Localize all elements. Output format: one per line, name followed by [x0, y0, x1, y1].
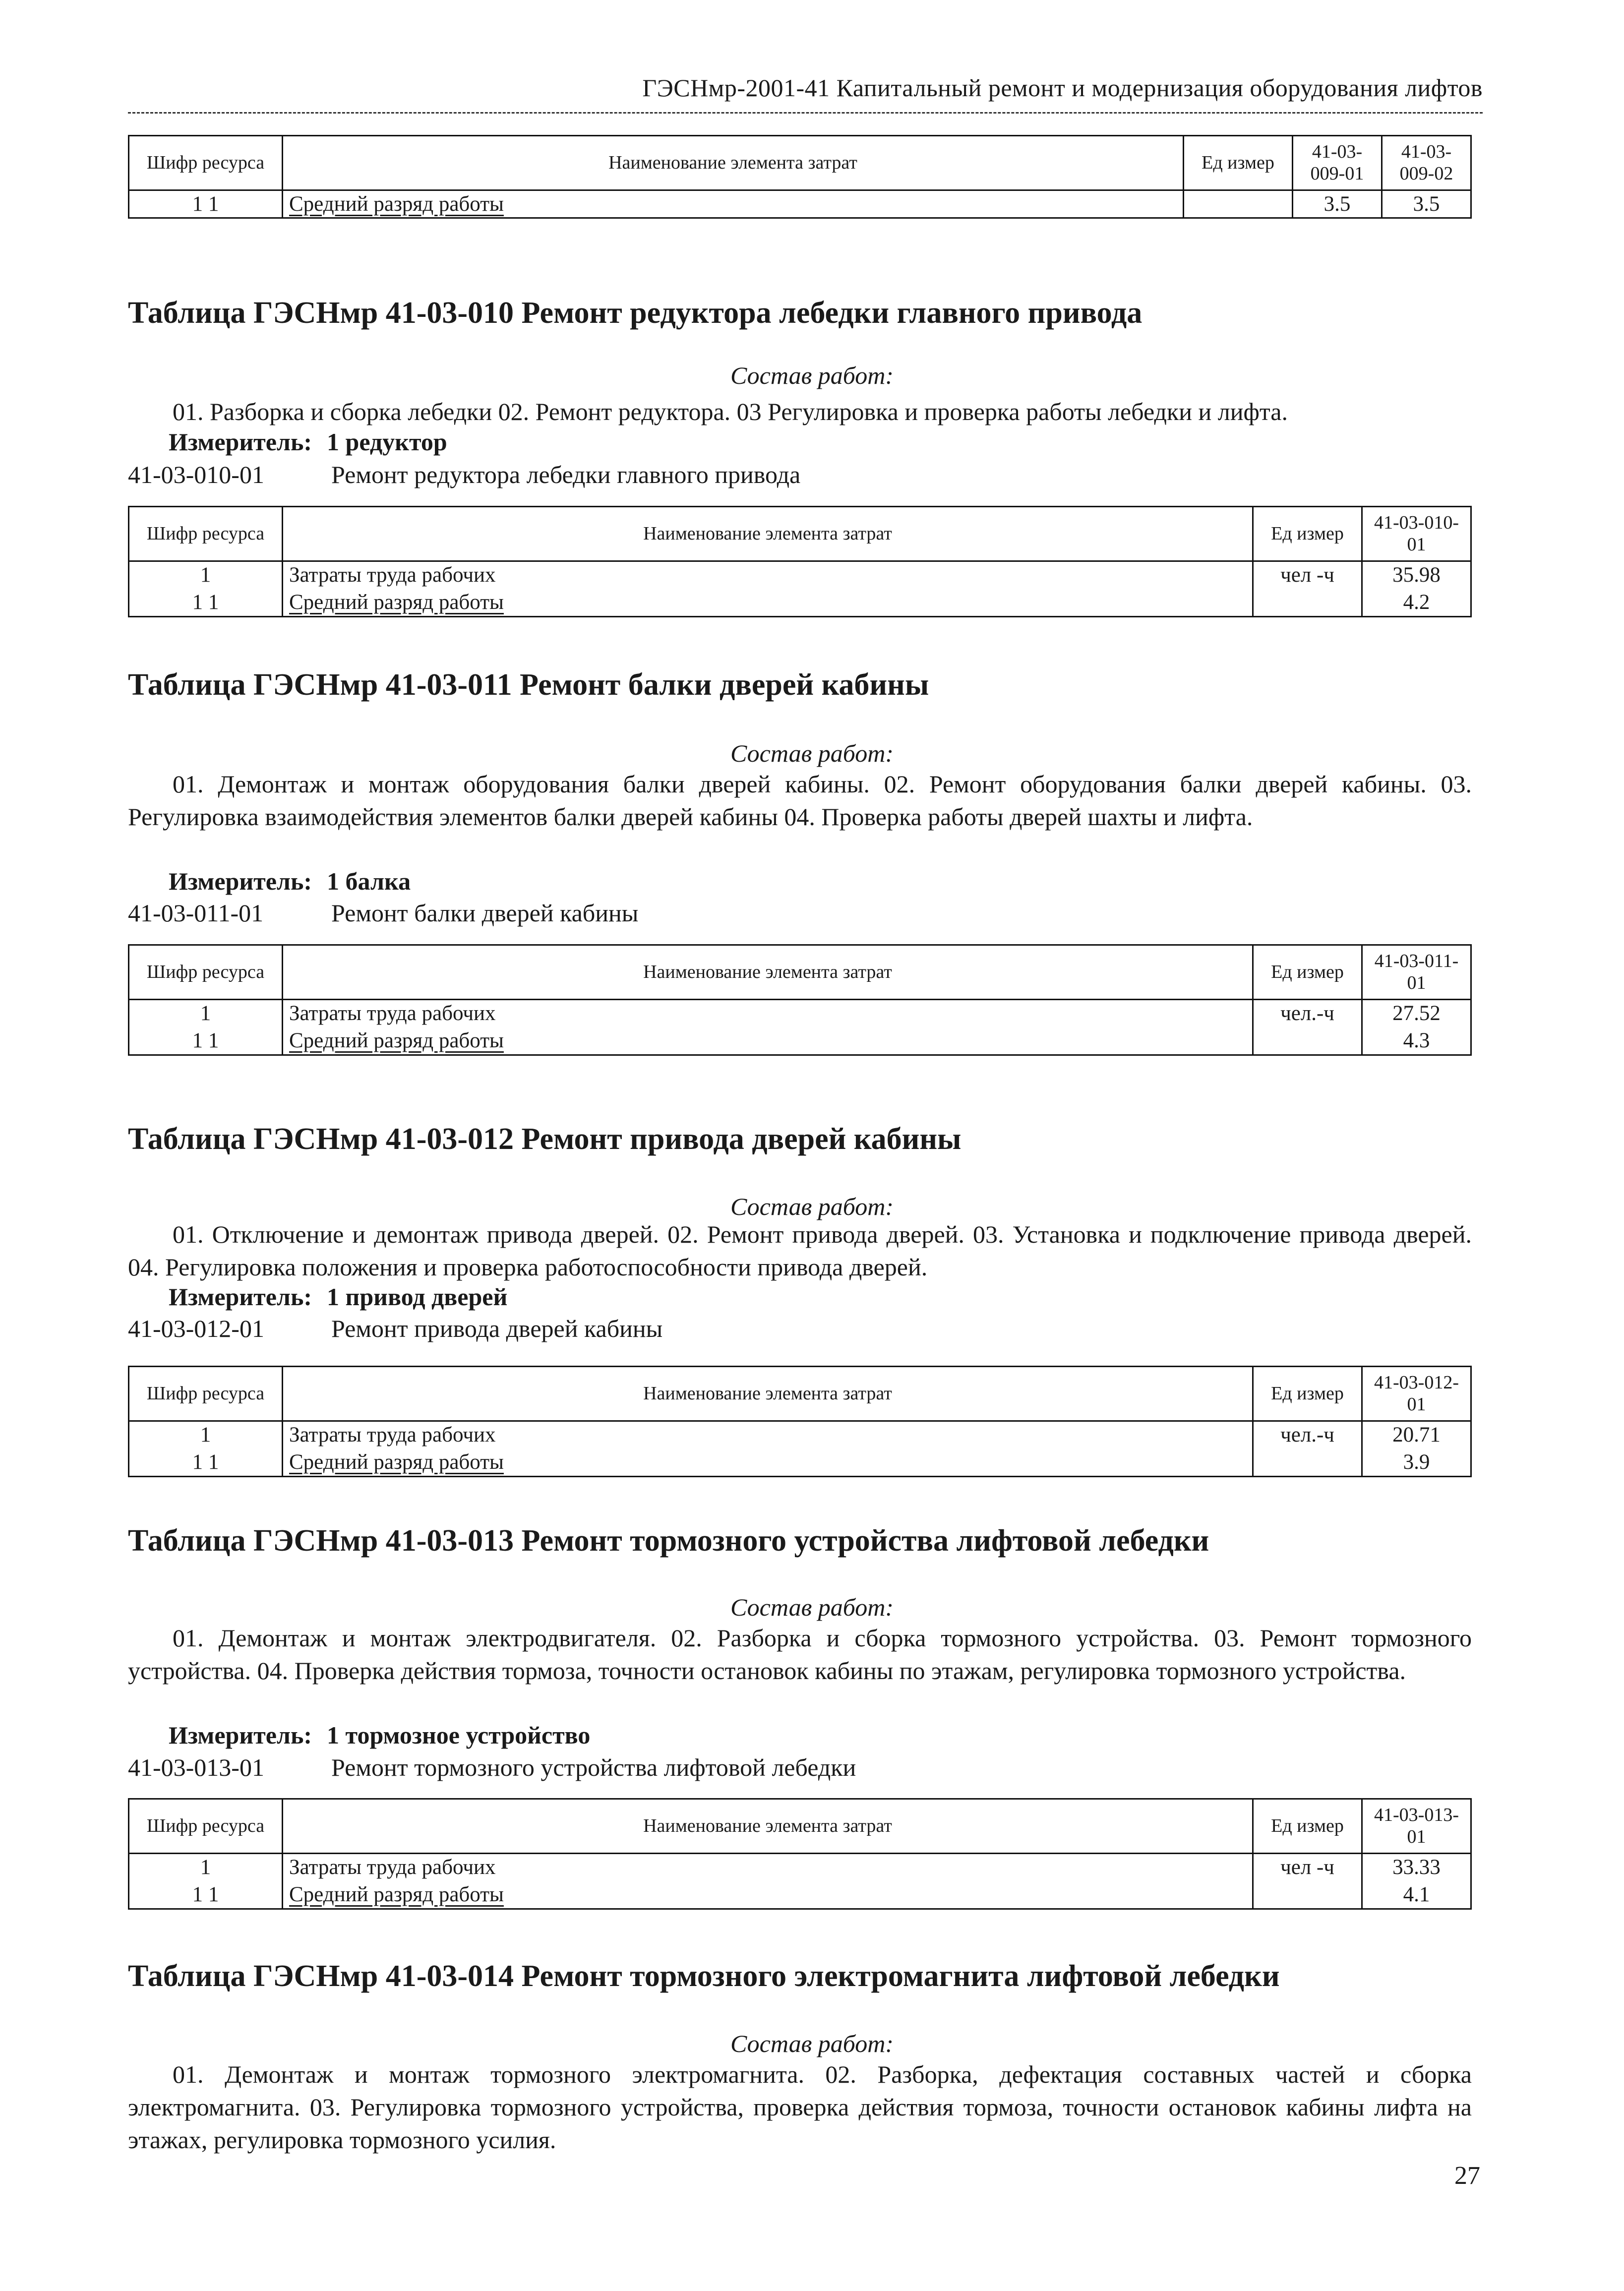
subcode-line: [128, 1753, 856, 1782]
page-header: [128, 73, 1483, 118]
meter-value: 1 редуктор: [327, 428, 447, 456]
resource-code: 1 1: [129, 1881, 283, 1909]
composition-text: 01. Демонтаж и монтаж тормозного электромагнита. 02. Разборка, дефектация составных частей и сборка электромагнита. 03. Регулировка тормозного устройства, проверка действия тормоза, точности остановок кабины лифта на этажах, регулировка тормозного усилия.: [128, 2060, 1472, 2154]
page-number: 27: [1454, 2162, 1480, 2190]
section-title: Таблица ГЭСНмр 41-03-012 Ремонт привода дверей кабины: [128, 1122, 962, 1156]
table-row: [129, 589, 1471, 617]
header-resource-code: Шифр ресурса: [129, 945, 283, 1000]
unit-value: [1184, 190, 1293, 218]
cost-element-name: Затраты труда рабочих: [283, 1421, 1253, 1449]
unit-value: чел.-ч: [1253, 1000, 1362, 1027]
header-norm-code: 41-03-013-01: [1362, 1799, 1471, 1854]
resource-code: 1 1: [129, 1027, 283, 1055]
composition-text: 01. Разборка и сборка лебедки 02. Ремонт редуктора. 03 Регулировка и проверка работы лебедки и лифта.: [173, 398, 1288, 425]
meter-value: 1 тормозное устройство: [327, 1721, 591, 1749]
subcode-name: Ремонт редуктора лебедки главного привода: [331, 461, 801, 488]
section-title: Таблица ГЭСНмр 41-03-014 Ремонт тормозного электромагнита лифтовой лебедки: [128, 1959, 1280, 1993]
norm-value: 4.2: [1362, 589, 1471, 617]
table-row: [129, 1854, 1471, 1881]
subcode-number: 41-03-013-01: [128, 1753, 264, 1781]
meter-value: 1 балка: [327, 867, 411, 895]
section-title: Таблица ГЭСНмр 41-03-010 Ремонт редуктора лебедки главного привода: [128, 296, 1143, 330]
subcode-line: [128, 460, 800, 489]
header-unit: Ед измер: [1253, 507, 1362, 561]
header-norm-code: 41-03-009-02: [1382, 136, 1471, 190]
header-cost-element: Наименование элемента затрат: [283, 1799, 1253, 1854]
meter-value: 1 привод дверей: [327, 1283, 508, 1311]
norm-value: 35.98: [1362, 561, 1471, 589]
cost-element-name: Средний разряд работы: [283, 1449, 1253, 1477]
composition-label: Состав работ:: [730, 1193, 894, 1220]
header-cost-element: Наименование элемента затрат: [283, 136, 1184, 190]
header-norm-code: 41-03-009-01: [1293, 136, 1382, 190]
table-row: [129, 1881, 1471, 1909]
norm-value: 3.5: [1293, 190, 1382, 218]
table-row: [129, 1449, 1471, 1477]
header-cost-element: Наименование элемента затрат: [283, 945, 1253, 1000]
header-divider: [128, 112, 1483, 114]
header-resource-code: Шифр ресурса: [129, 1799, 283, 1854]
cost-element-name: Затраты труда рабочих: [283, 561, 1253, 589]
norm-value: 27.52: [1362, 1000, 1471, 1027]
cost-element-name: Затраты труда рабочих: [283, 1854, 1253, 1881]
subcode-number: 41-03-010-01: [128, 461, 264, 488]
composition-label: Состав работ:: [730, 2030, 894, 2057]
subcode-number: 41-03-011-01: [128, 899, 264, 927]
norm-value: 3.5: [1382, 190, 1471, 218]
header-unit: Ед измер: [1184, 136, 1293, 190]
table-41-03-010: [128, 506, 1472, 617]
norm-value: 4.1: [1362, 1881, 1471, 1909]
resource-code: 1: [129, 1421, 283, 1449]
norm-value: 4.3: [1362, 1027, 1471, 1055]
subcode-name: Ремонт тормозного устройства лифтовой лебедки: [331, 1753, 856, 1781]
unit-value: [1253, 1027, 1362, 1055]
composition-label: Состав работ:: [730, 739, 894, 767]
composition-label: Состав работ:: [730, 362, 894, 389]
table-41-03-013: [128, 1798, 1472, 1910]
resource-code: 1: [129, 1854, 283, 1881]
norm-value: 3.9: [1362, 1449, 1471, 1477]
cost-element-name: Средний разряд работы: [283, 1881, 1253, 1909]
cost-element-name: Средний разряд работы: [283, 190, 1184, 218]
cost-element-name: Затраты труда рабочих: [283, 1000, 1253, 1027]
table-41-03-012: [128, 1366, 1472, 1477]
composition-text: 01. Демонтаж и монтаж оборудования балки дверей кабины. 02. Ремонт оборудования балки дверей кабины. 03. Регулировка взаимодействия элементов балки дверей кабины 04. Проверка работы дверей шахты и лифта.: [128, 770, 1472, 831]
composition-text: 01. Демонтаж и монтаж электродвигателя. 02. Разборка и сборка тормозного устройства. 03. Ремонт тормозного устройства. 04. Проверка действия тормоза, точности остановок кабины по этажам, регулировка тормозного устройства.: [128, 1624, 1472, 1685]
table-row: [129, 1421, 1471, 1449]
resource-code: 1 1: [129, 589, 283, 617]
section-title: Таблица ГЭСНмр 41-03-011 Ремонт балки дверей кабины: [128, 668, 929, 702]
subcode-line: [128, 899, 638, 927]
header-cost-element: Наименование элемента затрат: [283, 1367, 1253, 1421]
composition-label: Состав работ:: [730, 1593, 894, 1621]
header-norm-code: 41-03-010-01: [1362, 507, 1471, 561]
subcode-line: [128, 1314, 662, 1343]
header-resource-code: Шифр ресурса: [129, 507, 283, 561]
meter-line: Измеритель: 1 редуктор: [169, 428, 447, 456]
unit-value: чел -ч: [1253, 561, 1362, 589]
resource-code: 1: [129, 561, 283, 589]
header-resource-code: Шифр ресурса: [129, 1367, 283, 1421]
section-title: Таблица ГЭСНмр 41-03-013 Ремонт тормозного устройства лифтовой лебедки: [128, 1524, 1209, 1558]
table-row: [129, 561, 1471, 589]
unit-value: [1253, 1881, 1362, 1909]
unit-value: [1253, 1449, 1362, 1477]
unit-value: чел -ч: [1253, 1854, 1362, 1881]
resource-code: 1: [129, 1000, 283, 1027]
header-unit: Ед измер: [1253, 1367, 1362, 1421]
resource-code: 1 1: [129, 190, 283, 218]
meter-line: Измеритель: 1 тормозное устройство: [169, 1721, 591, 1749]
cost-element-name: Средний разряд работы: [283, 589, 1253, 617]
subcode-name: Ремонт привода дверей кабины: [331, 1315, 663, 1342]
meter-line: Измеритель: 1 привод дверей: [169, 1283, 508, 1311]
table-row: [129, 190, 1471, 218]
header-norm-code: 41-03-012-01: [1362, 1367, 1471, 1421]
subcode-name: Ремонт балки дверей кабины: [331, 899, 639, 927]
header-unit: Ед измер: [1253, 945, 1362, 1000]
header-norm-code: 41-03-011-01: [1362, 945, 1471, 1000]
unit-value: [1253, 589, 1362, 617]
meter-line: Измеритель: 1 балка: [169, 867, 411, 895]
table-41-03-011: [128, 944, 1472, 1056]
norm-value: 20.71: [1362, 1421, 1471, 1449]
table-41-03-009: [128, 135, 1472, 219]
table-row: [129, 1027, 1471, 1055]
subcode-number: 41-03-012-01: [128, 1315, 264, 1342]
header-resource-code: Шифр ресурса: [129, 136, 283, 190]
norm-value: 33.33: [1362, 1854, 1471, 1881]
header-cost-element: Наименование элемента затрат: [283, 507, 1253, 561]
cost-element-name: Средний разряд работы: [283, 1027, 1253, 1055]
table-row: [129, 1000, 1471, 1027]
resource-code: 1 1: [129, 1449, 283, 1477]
composition-text: 01. Отключение и демонтаж привода дверей. 02. Ремонт привода дверей. 03. Установка и подключение привода дверей. 04. Регулировка положения и проверка работоспособности привода дверей.: [128, 1220, 1472, 1281]
header-unit: Ед измер: [1253, 1799, 1362, 1854]
header-title: ГЭСНмр-2001-41 Капитальный ремонт и модернизация оборудования лифтов: [642, 74, 1483, 102]
unit-value: чел.-ч: [1253, 1421, 1362, 1449]
